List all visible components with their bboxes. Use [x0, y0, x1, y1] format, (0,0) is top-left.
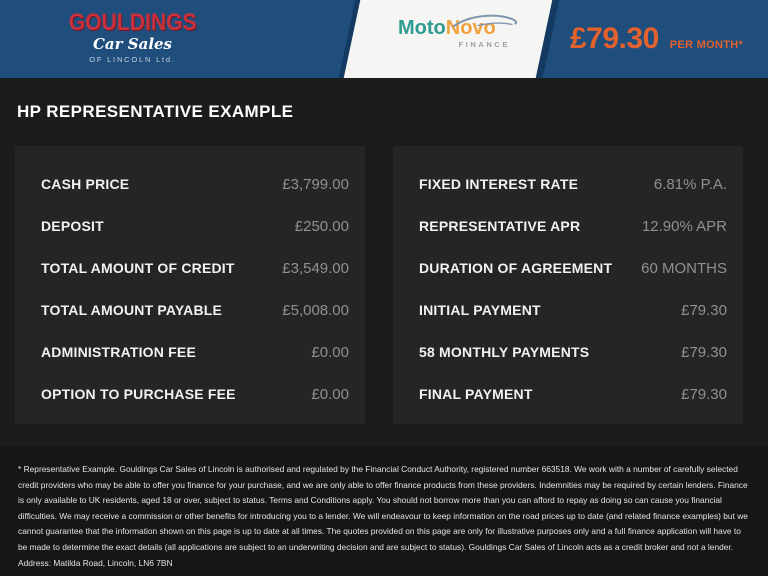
row-value: £79.30	[681, 385, 727, 403]
motonovo-finance-text: FINANCE	[458, 40, 510, 49]
table-row	[419, 373, 727, 415]
motonovo-novo-text: Novo	[445, 17, 496, 39]
motonovo-moto-text: Moto	[398, 17, 446, 39]
table-row	[419, 205, 727, 247]
table-row	[41, 205, 349, 247]
row-label: TOTAL AMOUNT OF CREDIT	[41, 260, 235, 276]
row-value: 60 MONTHS	[641, 259, 727, 277]
footer	[0, 446, 768, 576]
motonovo-swoosh-icon	[452, 13, 518, 29]
table-row	[419, 331, 727, 373]
representative-example-disclaimer: * Representative Example. Gouldings Car Sales of Lincoln is authorised and regulated by the Financial Conduct Authority, registered number 663518. We work with a number of carefully selected credit providers who may be able to offer you finance for your purchase, and we are only able to offer finance products from these providers. Indemnities may be required by certain lenders. Finance is only available to UK residents, aged 18 or over, subject to status. Terms and Conditions apply. You should not borrow more than you can afford to repay as doing so can cause you financial difficulties. We may receive a commission or other benefits for introducing you to a lender. We will endeavour to keep information on the road prices up to date (and related finance examples) but we cannot guarantee that the information shown on this page is up to date at all times. The quotes provided on this page are only for illustrative purposes only and a full finance application will have to be made to determine the exact details (all applications are subject to an underwriting decision and are subject to status). Gouldings Car Sales of Lincoln acts as a credit broker and not a lender. Address: Matilda Road, Lincoln, LN6 7BN	[18, 464, 748, 568]
table-row	[41, 289, 349, 331]
row-label: INITIAL PAYMENT	[419, 302, 541, 318]
motonovo-logo	[398, 17, 510, 49]
table-row	[41, 247, 349, 289]
row-value: 12.90% APR	[641, 217, 727, 235]
table-row	[419, 247, 727, 289]
row-label: DURATION OF AGREEMENT	[419, 260, 613, 276]
table-row	[41, 331, 349, 373]
row-value: £0.00	[311, 343, 349, 361]
row-label: TOTAL AMOUNT PAYABLE	[41, 302, 223, 318]
row-value: £250.00	[294, 217, 349, 235]
row-value: 6.81% P.A.	[653, 175, 727, 193]
row-value: £3,799.00	[282, 175, 349, 193]
row-value: £79.30	[681, 343, 727, 361]
monthly-price	[570, 0, 743, 78]
table-row	[419, 163, 727, 205]
dealer-logo-script: Car Sales	[92, 35, 173, 53]
row-value: £79.30	[681, 301, 727, 319]
monthly-price-per-label: PER MONTH*	[669, 39, 744, 51]
monthly-price-amount: £79.30	[570, 22, 659, 55]
row-label: FIXED INTEREST RATE	[419, 176, 579, 192]
row-label: ADMINISTRATION FEE	[41, 344, 197, 360]
finance-table-right	[393, 146, 743, 424]
table-row	[41, 373, 349, 415]
row-label: CASH PRICE	[41, 176, 130, 192]
table-row	[41, 163, 349, 205]
row-label: OPTION TO PURCHASE FEE	[41, 386, 236, 402]
table-row	[419, 289, 727, 331]
row-label: REPRESENTATIVE APR	[419, 218, 581, 234]
finance-tables	[15, 146, 754, 424]
row-label: DEPOSIT	[41, 218, 104, 234]
dealer-logo-tagline: OF LINCOLN Ltd.	[89, 55, 176, 64]
row-value: £5,008.00	[282, 301, 349, 319]
header-banner	[0, 0, 768, 78]
dealer-logo-name: GOULDINGS	[68, 9, 197, 36]
row-value: £3,549.00	[282, 259, 349, 277]
finance-table-left	[15, 146, 365, 424]
row-label: 58 MONTHLY PAYMENTS	[419, 344, 590, 360]
dealer-logo	[60, 11, 205, 64]
row-value: £0.00	[311, 385, 349, 403]
row-label: FINAL PAYMENT	[419, 386, 533, 402]
page-title: HP REPRESENTATIVE EXAMPLE	[17, 102, 294, 121]
